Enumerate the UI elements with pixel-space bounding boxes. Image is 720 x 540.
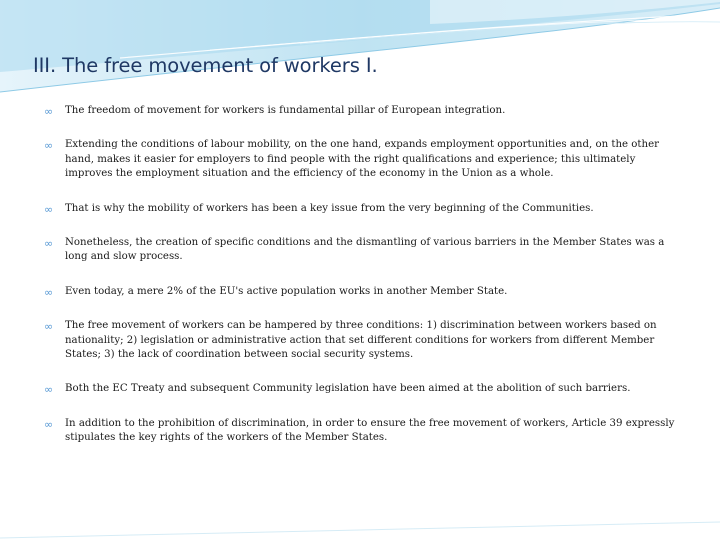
bullet-item [44,417,684,446]
bullet-item [44,382,684,396]
infinity-icon: ∞ [44,237,54,251]
bullet-list [44,104,684,466]
bullet-text: Nonetheless, the creation of specific conditions and the dismantling of various barriers in the Member States was a long and slow process. [65,237,665,263]
infinity-icon: ∞ [44,202,54,216]
bullet-text: That is why the mobility of workers has been a key issue from the very beginning of the Communities. [65,202,594,214]
bullet-item [44,202,684,216]
slide-title: III. The free movement of workers I. [33,54,378,77]
bullet-item [44,319,684,362]
infinity-icon: ∞ [44,285,54,299]
bullet-item [44,104,684,118]
bullet-text: Both the EC Treaty and subsequent Community legislation have been aimed at the abolition of such barriers. [65,383,631,395]
bullet-item [44,285,684,299]
header-swoosh-decoration [0,0,720,100]
infinity-icon: ∞ [44,383,54,397]
bullet-text: The free movement of workers can be hampered by three conditions: 1) discrimination between workers based on nationality; 2) legislation or administrative action that set different conditions for workers from different Member States; 3) the lack of coordination between social security systems. [65,320,657,361]
bullet-item [44,138,684,181]
infinity-icon: ∞ [44,417,54,431]
infinity-icon: ∞ [44,139,54,153]
bullet-text: Even today, a mere 2% of the EU's active population works in another Member State. [65,285,508,297]
bullet-text: In addition to the prohibition of discrimination, in order to ensure the free movement of workers, Article 39 expressly stipulates the key rights of the workers of the Member States. [65,417,675,444]
bullet-item [44,236,684,265]
bullet-text: Extending the conditions of labour mobility, on the one hand, expands employment opportunities and, on the other hand, makes it easier for employers to find people with the right qualifications and experience; this ultimately improves the employment situation and the efficiency of the economy in the Union as a whole. [65,139,659,180]
footer-decoration [0,518,720,540]
bullet-text: The freedom of movement for workers is fundamental pillar of European integration. [65,105,506,116]
infinity-icon: ∞ [44,320,54,334]
infinity-icon: ∞ [44,105,54,118]
